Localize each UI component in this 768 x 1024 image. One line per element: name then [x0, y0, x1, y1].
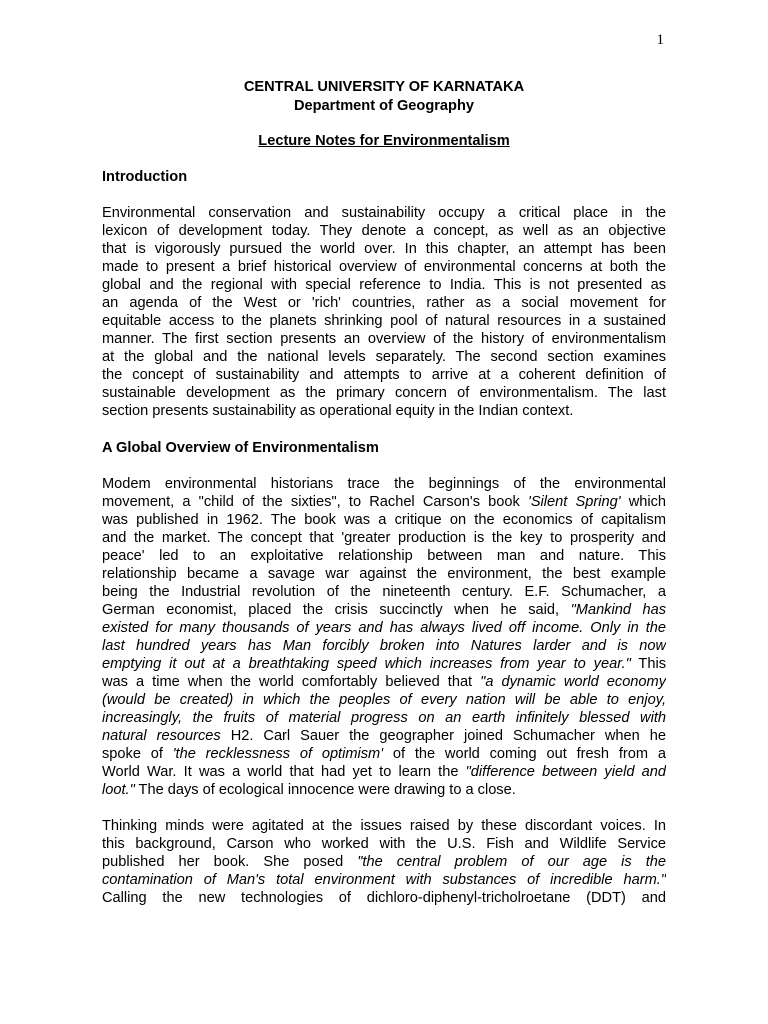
italic-run: "a dynamic world economy: [480, 674, 666, 690]
paragraph-line: [102, 493, 666, 511]
paragraph-line: made to present a brief historical overview of environmental concerns at both the: [102, 259, 666, 275]
introduction-heading: Introduction: [102, 169, 188, 185]
paragraph-line: [102, 691, 666, 709]
paragraph-line: sustainable development as the primary concern of environmentalism. The last: [102, 385, 666, 401]
paragraph-line: lexicon of development today. They denote a concept, as well as an objective: [102, 223, 666, 239]
department-name: Department of Geography: [293, 97, 474, 114]
text-run: The days of ecological innocence were drawing to a close.: [134, 782, 516, 798]
text-run: spoke of: [102, 746, 173, 762]
paragraph-line: [102, 709, 666, 727]
paragraph-line: that is vigorously pursued the world over. In this chapter, an attempt has been: [102, 241, 666, 257]
paragraph-line: Calling the new technologies of dichloro-diphenyl-tricholroetane (DDT) and: [102, 890, 666, 906]
paragraph-line: manner. The first section presents an overview of the history of environmentalism: [102, 331, 666, 347]
paragraph-line: global and the regional with special reference to India. This is not presented as: [102, 277, 666, 293]
paragraph-line: [102, 673, 666, 691]
text-run: which: [620, 494, 666, 510]
lecture-title-text: Lecture Notes for Environmentalism: [258, 133, 510, 149]
paragraph-line: relationship became a savage war against the environment, the best example: [102, 566, 666, 582]
paragraph-line: [102, 637, 666, 655]
paragraph-line: Modem environmental historians trace the beginnings of the environmental: [102, 476, 666, 492]
paragraph-line: [102, 745, 666, 763]
thinking-minds-paragraph: [102, 817, 666, 907]
italic-run: "Mankind has: [570, 602, 666, 618]
lecture-title: [0, 132, 768, 150]
text-run: was a time when the world comfortably believed that: [102, 674, 481, 690]
italic-run: loot.": [102, 782, 135, 798]
italic-run: natural resources: [102, 728, 221, 744]
paragraph-line: [102, 655, 666, 673]
paragraph-line: this background, Carson who worked with the U.S. Fish and Wildlife Service: [102, 836, 666, 852]
paragraph-line: Environmental conservation and sustainability occupy a critical place in the: [102, 205, 666, 221]
paragraph-line: the concept of sustainability and attempts to arrive at a coherent definition of: [102, 367, 666, 383]
document-header: [0, 78, 768, 115]
paragraph-line: [102, 781, 666, 799]
paragraph-line: [102, 763, 666, 781]
paragraph-line: [102, 601, 666, 619]
italic-run: (would be created) in which the peoples of every nation will be able to enjoy,: [102, 692, 666, 708]
italic-run: emptying it out at a breathtaking speed which increases from year to year.": [102, 656, 631, 672]
text-run: This: [630, 656, 666, 672]
global-overview-paragraph: [102, 475, 666, 799]
paragraph-line: being the Industrial revolution of the nineteenth century. E.F. Schumacher, a: [102, 584, 666, 600]
italic-run: contamination of Man's total environment with substances of incredible harm.": [102, 872, 666, 888]
italic-run: 'the recklessness of optimism': [172, 746, 383, 762]
italic-run: "difference between yield and: [465, 764, 666, 780]
paragraph-line: Thinking minds were agitated at the issues raised by these discordant voices. In: [102, 818, 666, 834]
paragraph-line: equitable access to the planets shrinking pool of natural resources in a sustained: [102, 313, 666, 329]
paragraph-line: at the global and the national levels separately. The second section examines: [102, 349, 666, 365]
text-run: movement, a "child of the sixties", to Rachel Carson's book: [102, 494, 529, 510]
italic-run: "the central problem of our age is the: [357, 854, 666, 870]
paragraph-line: peace' led to an exploitative relationship between man and nature. This: [102, 548, 666, 564]
paragraph-line: was published in 1962. The book was a critique on the economics of capitalism: [102, 512, 666, 528]
paragraph-line: [102, 853, 666, 871]
global-overview-heading: A Global Overview of Environmentalism: [102, 440, 379, 456]
italic-run: existed for many thousands of years and has always lived off income. Only in the: [102, 620, 666, 636]
paragraph-line: [102, 619, 666, 637]
text-run: of the world coming out fresh from a: [383, 746, 666, 762]
paragraph-line: and the market. The concept that 'greater production is the key to prosperity and: [102, 530, 666, 546]
text-run: published her book. She posed: [102, 854, 358, 870]
paragraph-line: [102, 871, 666, 889]
introduction-paragraph: [102, 204, 666, 420]
paragraph-line: section presents sustainability as operational equity in the Indian context.: [102, 403, 574, 419]
text-run: World War. It was a world that had yet to learn the: [102, 764, 466, 780]
university-name: CENTRAL UNIVERSITY OF KARNATAKA: [243, 79, 525, 95]
text-run: German economist, placed the crisis succinctly when he said,: [102, 602, 571, 618]
italic-run: last hundred years has Man forcibly broken into Natures larder and is now: [102, 638, 666, 654]
paragraph-line: an agenda of the West or 'rich' countries, rather as a social movement for: [102, 295, 666, 311]
paragraph-line: [102, 727, 666, 745]
page-number: 1: [656, 32, 664, 48]
italic-run: 'Silent Spring': [528, 494, 621, 510]
italic-run: increasingly, the fruits of material progress on an earth infinitely blessed with: [102, 710, 666, 726]
text-run: H2. Carl Sauer the geographer joined Schumacher when he: [220, 728, 666, 744]
